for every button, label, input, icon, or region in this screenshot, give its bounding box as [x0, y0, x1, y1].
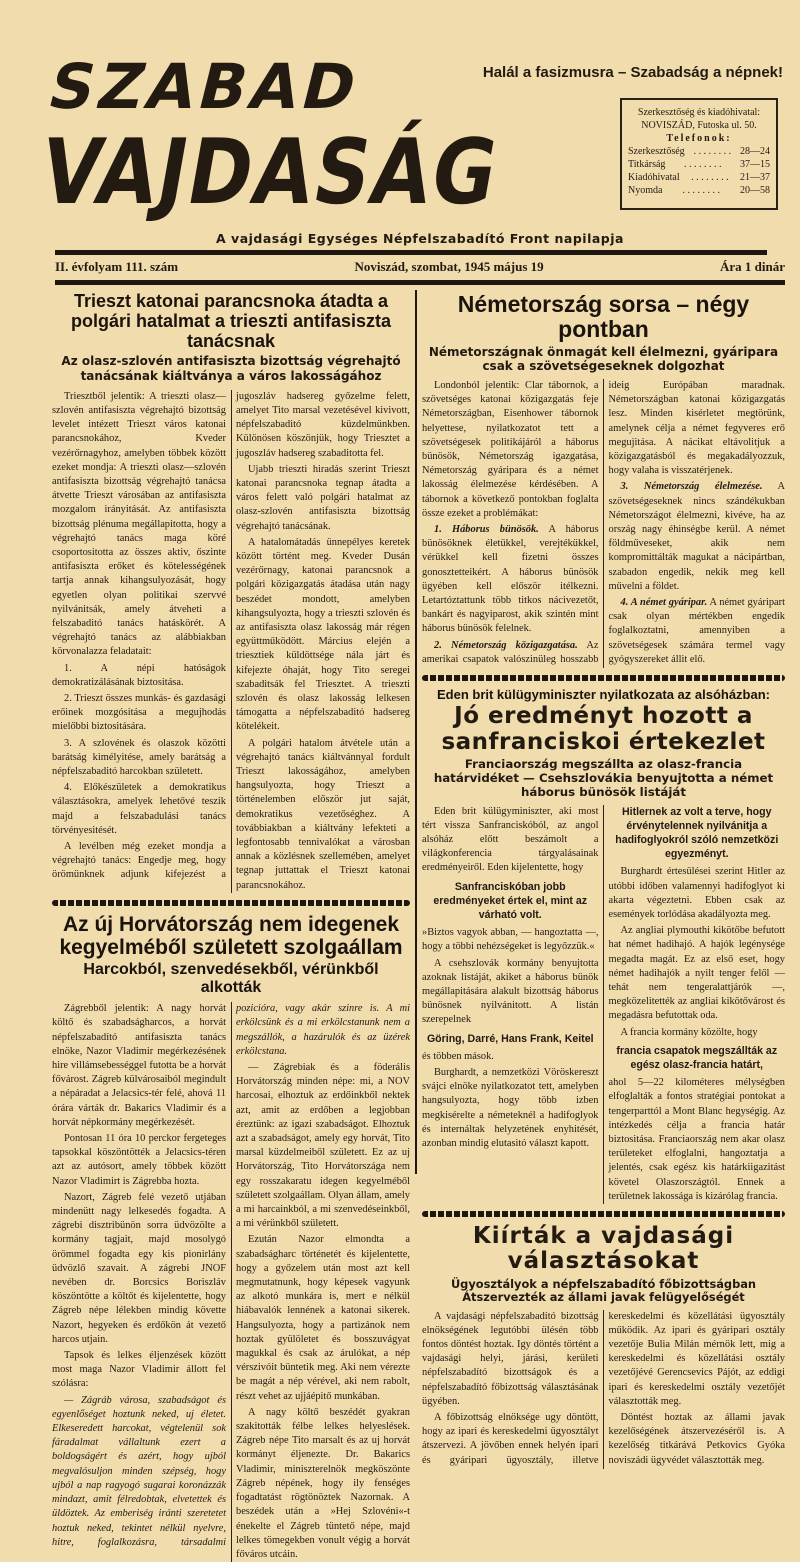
paragraph: 1. A népi hatóságok demokratizálásának biztositása. [52, 662, 226, 688]
paragraph: »Biztos vagyok abban, — hangoztatta —, hogy a többi nehézségeket is legyőzzük.« [422, 927, 599, 953]
paragraph-lead: 3. Németország élelmezése. [620, 481, 763, 493]
paragraph: Eden brit külügyminiszter, aki most tért vissza Sanfranciskóból, az angol alsóház előtt beszámolt a világkonferencia tárgyalásainak eredményeiről. Eden kijelentette, hogy [422, 805, 599, 874]
paragraph-text: Az amerikai csapatok valószinüleg hosszabb ideig Európában maradnak. Németországban katonai közigazgatás lesz. Minden kisérletet megtörünk, amelynek célja a német fegyveres erő megujitása. A nácikat eltávolitjuk a közigazgatásból és megakadályozzuk, hogy valaha is visszatérjenek. [422, 379, 785, 665]
paragraph: — Zágráb városa, szabadságot és egyenlőséget hoztunk neked, uj életet. Elkeseredett harcokat, végtelenül sok fáradalmat vállaltunk ezert a boldogságért és azért, hogy ujból megvalósuljon minden szépség, hogy ujból a nap ragyogó sugarai koronázzák mindazt, amit félredobtak, elvetettek és üldöztek. Az emberiség iránti szeretetet hoztuk neked, tekintet nélkül nyelvre, hitre, foglalkozásra, társadalmi pozicióra, vagy akár szinre is. A mi erkölcsünk és a mi erkölcstanunk nem a megszállók, a hazárulók és az üzérek erkölcstana. [52, 1003, 410, 1548]
paragraph: 4. Előkészületek a demokratikus választásokra, amelyek lehetővé teszik majd a felszabadulási tanács törvényesitését. [52, 782, 226, 836]
paragraph: A levélben még ezeket mondja a végrehajtó tanács: Engedje meg, hogy örömünknek adjunk kifejezést a jugoszláv hadsereg győzelme felett, amelyet Tito marsal vezetésével kivivott, népfelszabaditó küzdelmünkben. Különösen köszönjük, hogy Triesztet a jugoszláv hadsereg szabaditotta fel. [52, 390, 410, 881]
article-horvatorszag [52, 913, 410, 1562]
address: NOVISZÁD, Futoska ul. 50. [641, 120, 757, 131]
paragraph [609, 596, 786, 667]
paragraph: Az angliai plymouthi kikötőbe befutott hat német hadihajó. A hajók legénysége megadta magát. Ez az első eset, hogy német hadihajók a nyilt tenger felől — tehát nem tengeralattjárók —, megközelitették az angliai kikötővárost és megadásra befutottak oda. [608, 925, 785, 1022]
article-body [52, 1002, 410, 1562]
paragraph-text: A német gyáripart csak olyan mértékben engedik foglalkoztatni, amennyiben a szövetségesek számára termel vagy gyógyszereket állit elő. [608, 596, 785, 665]
paragraph: Londonból jelentik: Clar tábornok, a szövetséges katonai közigazgatás feje Németországban, Eisenhower tábornok helyettese, nyilatkozatot tett a szövetségesek politikájáról a háborus bünösök, Németország igazgatása, Németország gyáripara és a német lakosság élelmezése kérdésében. A tábornok a következő pontokban foglalta össze ezeket a problémákat: [422, 379, 599, 519]
paragraph [609, 480, 786, 594]
column-divider [415, 290, 417, 1174]
phone-row [628, 145, 770, 158]
issue-date: Noviszád, szombat, 1945 május 19 [354, 259, 544, 274]
paragraph: 2. Trieszt összes munkás- és gazdasági erőinek mozgósitása a megujhodás mielőbbi biztositására. [52, 692, 226, 733]
section-divider [422, 1211, 785, 1217]
issue-price: Ára 1 dinár [720, 259, 785, 274]
paragraph: 3. A szlovének és olaszok közötti barátság kimélyitése, amely barátság a népfelszabaditó harcokban született. [52, 737, 226, 777]
phone-number: 20—58 [740, 185, 770, 196]
phone-department: Titkárság [628, 159, 666, 170]
publisher-info-box [620, 98, 778, 210]
masthead-title-line2: VAJDASÁG [32, 120, 507, 225]
left-column [52, 292, 410, 1562]
article-subhead: Németországnak önmagát kell élelmezni, gyáripara csak a szövetségeseknek dolgozhat [428, 344, 779, 373]
paragraph-lead: 1. Háborus bünösök. [434, 523, 539, 535]
article-subhead: Az olasz-szlovén antifasiszta bizottság végrehajtó tanácsának kiáltványa a város lakosságához [61, 354, 401, 383]
dot-leader: . . . . . . . . [691, 172, 729, 183]
phone-number: 21—37 [740, 172, 770, 183]
paragraph: — Zágrebiak és a föderális Horvátország minden népe: mi, a NOV harcosai, elhoztuk az erdőinkből nektek azt, amit az erdőben a legjobban éreztünk: az igazi szabadságot. Elhoztuk azt a szabadságot, amely egy horvát, Tito marsal küzdelmeiből született. Ez az uj Horvátország, Tito Horvátországa nem egy rosszakaratu idegen kegyelméből született szolgaállam. Olyan állam, amely a mi harcainkból, a mi szenvedéseinkből, a mi vérünkből született. [236, 1062, 410, 1230]
dot-leader: . . . . . . . . [682, 185, 720, 196]
phone-number: 37—15 [740, 159, 770, 170]
paragraph: A főbizottság elnöksége ugy döntött, hogy az ipari és kereskedelmi ügyosztályt átszervezi. A jövőben ennek helyén ipari és gyáripari ügyosztály, illetve kereskedelmi és közellátási ügyosztály működik. Az ipari és gyáripari osztály vezetője Bulia Milán mérnök lett, mig a kereskedelmi és közellátási osztály vezetőjévé Gerencsevics Pájót, az eddigi ipari és kereskedelmi osztály vezetőjét választották meg. [422, 1310, 785, 1466]
phone-row [628, 171, 770, 184]
article-valasztasok [422, 1224, 785, 1469]
article-headline: Trieszt katonai parancsnoka átadta a polgári hatalmat a trieszti antifasiszta tanácsnak [70, 291, 392, 351]
paragraph-lead: 2. Németország közigazgatása. [434, 639, 578, 651]
paragraph: Burghardt, a nemzetközi Vöröskereszt svájci elnöke nyilatkozatot tett, amelyben hangsulyozta, hogy több izben megkisérelte a németeknél a hadifoglyok és internáltak helyzetének enyhitését, azonban mindig elutasitó választ kapott. [422, 1067, 599, 1150]
inline-subhead: Sanfranciskóban jobb eredményeket értek el, mint az várható volt. [433, 880, 588, 921]
article-subhead: Harcokból, szenvedésekből, vérünkből alkották [83, 961, 379, 996]
paragraph: A francia kormány közölte, hogy [620, 1026, 758, 1038]
dot-leader: . . . . . . . . [683, 159, 722, 170]
paragraph: Pontosan 11 óra 10 perckor fergeteges tapsokkal köszöntötték a Jelacsics-téren azt az autósort, amely többek között Nazor Vladimirt is Zágrebba hozta. [52, 1133, 226, 1187]
paragraph: Burghardt értesülései szerint Hitler az utóbbi időben valamennyi hadifoglyot ki akarta végeztetni. Ebben csak az események torlódása akadályozta meg. [608, 866, 785, 920]
article-headline: Jó eredményt hozott a sanfranciskoi értekezlet [441, 703, 766, 755]
article-body [422, 805, 785, 1204]
paragraph: A csehszlovák kormány benyujtotta azoknak listáját, akiket a háborus bünök megállapitására alakult bizottság háborus bünösnek nyilvánitott. A listán szerepelnek [422, 957, 599, 1026]
article-eden [422, 688, 785, 1204]
article-kicker: Eden brit külügyminiszter nyilatkozata az alsóházban: [436, 686, 771, 702]
phone-row [628, 184, 770, 197]
paragraph-text: A szövetségeseknek nincs szándékukban Németországot élelmezni, kivéve, ha az ország nagy éhinségbe kerül. A német földműveseket, akik nem kompromittálták magukat a nácipártban, szabadon engedik, nekik meg kell művelni a földet. [608, 481, 785, 592]
paragraph: ahol 5—22 kilométeres mélységben elfoglalták a fontos stratégiai pontokat a tengerparttól a Mont Blanc hegységig. Az intézkedés célja a francia határ biztositása. Franciaország nem akar olasz területeket elfoglalni, hangoztatja a jelentés, csak egész kis határkiigazitást követel Olaszországtól. Ennek a területnek lakossága is kizárólag francia. [608, 1077, 785, 1202]
address-label: Szerkesztőség és kiadóhivatal: [637, 107, 761, 118]
issue-line [55, 259, 785, 275]
masthead-title-line1: SZABAD [41, 50, 368, 123]
article-headline: Kiírták a vajdasági választásokat [472, 1223, 735, 1275]
masthead-slogan: Halál a fasizmusra – Szabadság a népnek! [482, 64, 783, 81]
article-body [422, 1310, 785, 1469]
phone-list [628, 145, 770, 197]
phone-department: Kiadóhivatal [628, 172, 680, 183]
issue-number: II. évfolyam 111. szám [55, 259, 179, 274]
inline-subhead: Göring, Darré, Hans Frank, Keitel [426, 1032, 594, 1045]
paragraph: Triesztből jelentik: A trieszti olasz—szlovén antifasiszta végrehajtó bizottság levelet intézett Trieszt város katonai parancsnokához, Kveder vezérőrnagyhoz, amelyben többek között ezeket mondja: A trieszti olasz—szlovén antifasiszta bizottság végrehajtó tanácsa átvette Trieszt városában az antifasiszta mozgalom irányitását. Az antifasiszta bizottság plénuma megállapitotta, hogy a végrehajtó tanács maga köré csoportositotta az összes aktiv, őszinte antifasiszta erőket és kötelességének tartja annak kihangsulyozását, hogy egyetlen olyan politikai szervvé nyilvánitsák, amely átveheti a felszabaditó tanács hatáskörét. A végrehajtó tanács az alábbiakban körvonalazza feladatait: [52, 390, 226, 658]
article-headline: Németország sorsa – négy pontban [457, 291, 750, 343]
article-body [52, 390, 410, 893]
article-body [422, 379, 785, 668]
phone-number: 28—24 [740, 146, 770, 157]
masthead-subtitle: A vajdasági Egységes Népfelszabadító Front napilapja [216, 231, 624, 246]
paragraph-lead: 4. A német gyáripar. [620, 596, 708, 608]
paragraph: Nazort, Zágreb felé vezető utjában mindenütt nagy lelkesedés fogadta. A zágrebi disztribünön sorra üdvözölte a kormány tagjait, majd mosolygó örömmel fogadta egy kis pionirlány üdvözlő szavait. A zágrebi JNOF nevében dr. Borcsics Boriszláv köszöntötte a költőt és kijelentette, hogy Zágreb népe lélekben mindig követte Nazort, hegyeken és erdőkön át vezető harcos utjain. [52, 1191, 226, 1345]
section-divider [422, 675, 785, 681]
dateline-rule [55, 280, 785, 285]
paragraph: A hatalomátadás ünnepélyes keretek között történt meg. Kveder Dusán vezérőrnagy, katonai parancsnok a polgári közigazgatás átadása után nagy beszédet mondott, amelyben kihangsulyozta, hogy a trieszti szlovén és az antifasiszta olasz lakosság már régen együttműködött. Március elején a triesztiek küldöttsége nála járt és kifejezte óhaját, hogy Tito seregei szabaditsák fel Triesztet. A trieszti szlovén és olasz lakosság lelkesen támogatta a népfelszabaditó hadsereg kötelékeit. [236, 536, 410, 733]
paragraph: Ujabb trieszti hiradás szerint Trieszt katonai parancsnoka tegnap átadta a város felett való polgári hatalmat az olasz-szlovén antifasiszta bizottság végrehajtó tanácsának. [236, 463, 410, 532]
paragraph: A polgári hatalom átvétele után a végrehajtó tanács kiáltvánnyal fordult Trieszt lakosságához, amelyben hangsulyozta, hogy Trieszt a történelemben először jut saját, demokratikus vezetőséghez. A továbbiakban a kiáltvány lefekteti a legfontosabb tennivalókat a városban annak a közlésnek szellemében, amelyet tegnap juttattak el Trieszt katonai parancsnokához. [236, 737, 410, 891]
article-nemetorszag [422, 292, 785, 668]
article-subhead: Franciaország megszállta az olasz-francia határvidéket — Csehszlovákia benyujtotta a német háborus bünösök listáját [433, 756, 774, 799]
paragraph: Ezután Nazor elmondta a szabadságharc történetét és kijelentette, hogy a győzelem után most azt kell megmutatnunk, hogy képesek vagyunk az alkotó munkára is, mert e nélkül hiábavalók lennének a katonai sikerek. Hangsulyozta, hogy a partizánok nem hoztak gyülöletet és bosszuvágyat magukkal és csak az árulókat, a nép vérszivóit büntetik meg. Aki nem vérezte be magát a nép vérével, aki nem rabolt, részt vehet az ujjáépitő munkában. [236, 1234, 410, 1402]
paragraph: Tapsok és lelkes éljenzések között most maga Nazor Vladimir állott fel szólásra: [52, 1350, 226, 1390]
article-subhead: Átszervezték az állami javak felügyelőségét [462, 1290, 745, 1305]
phones-label: Telefonok: [666, 133, 732, 144]
inline-subhead: Hitlernek az volt a terve, hogy érvénytelennek nyilvánitja a hadifoglyokról szóló nemzetközi egyezményt. [615, 805, 779, 861]
right-column [422, 292, 785, 1469]
article-headline: Az új Horvátország nem idegenek kegyelméből született szolgaállam [59, 912, 403, 959]
inline-subhead: francia csapatok megszállták az egész olasz-francia határt, [616, 1044, 778, 1072]
masthead-rule [55, 250, 767, 255]
article-trieszt [52, 292, 410, 893]
paragraph: A nagy költő beszédét gyakran szakitották félbe lelkes helyeslések. Zágreb népe Tito marsalt és az uj horvát kormányt éljenezte. Dr. Bakarics Vladimir, miniszterelnök megköszönte Zágreb népének, hogy ily fenséges fogadtatást rögtönöztek Nazornak. A beszédek után a »Hej Szlovéni«-t énekelte el Zágreb tüntető népe, majd lelkes tömegekben vonult végig a horvát főváros utcáin. [236, 1406, 410, 1560]
paragraph-text: A háborus bünösöknek életükkel, verejtékükkel, vérükkel kell fizetni összes gonosztetteikért. A háborus bünösök ügyében kell először itélkezni. Letartóztattunk több titkos nácivezetőt, bankárt és nagyiparost, akik szintén mint háborus bünösök felelnek. [422, 523, 599, 635]
section-divider [52, 900, 410, 906]
dot-leader: . . . . . . . . [693, 146, 732, 157]
paragraph: és többen mások. [422, 1050, 494, 1062]
paragraph: A vajdasági népfelszabadító bizottság elnökségének legutóbbi ülésén több fontos döntést hoztak. Igy döntés történt a vajdasági helyi, járási, kerületi népfelszabadító bizottságok és a népfelszabadító főbizottság választásának ügyében. [422, 1310, 599, 1407]
paragraph [422, 523, 599, 637]
paragraph: Zágrebből jelentik: A nagy horvát költő és szabadságharcos, a horvát népfelszabadító antifasiszta tanács elnöke, Nazor Vladimir megérkezésének hire villámsebességgel futotta be a horvát fővárost. Zágreb külvárosaiból megindult a népáradat a Jelacsics-tér felé, ahová 11 órára várták dr. Bakarics Vladimir és a horvát népkormány megérkezését. [52, 1003, 226, 1128]
paragraph: Döntést hoztak az állami javak kezelőségének átszervezéséről is. A kezelőség titkárává Petkovics Gyóka noviszádi ügyvédet választották meg. [608, 1411, 785, 1466]
phone-row [628, 158, 770, 171]
article-subhead: Ügyosztályok a népfelszabadító főbizottságban [450, 1276, 757, 1291]
phone-department: Szerkesztőség [628, 146, 685, 157]
phone-department: Nyomda [628, 185, 663, 196]
